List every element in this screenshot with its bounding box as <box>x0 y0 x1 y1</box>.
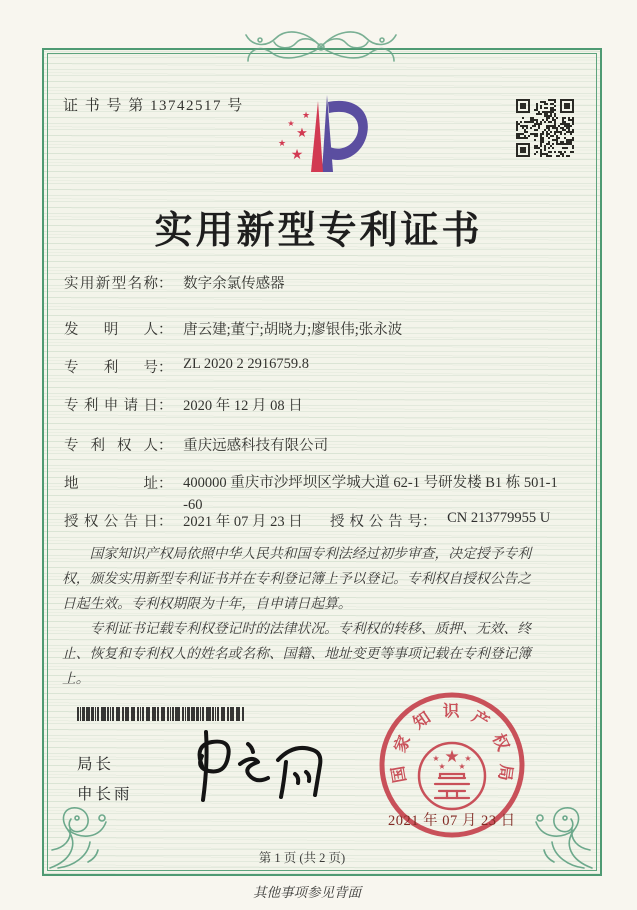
cnipa-logo <box>272 92 374 180</box>
seal-date: 2021 年 07 月 23 日 <box>388 813 516 829</box>
svg-text:★: ★ <box>296 126 308 141</box>
svg-text:★: ★ <box>301 111 311 121</box>
seal-char: 权 <box>488 730 513 754</box>
director-name: 申长雨 <box>77 786 133 803</box>
page-number: 第 1 页 (共 2 页) <box>258 851 346 865</box>
barcode <box>77 707 245 721</box>
seal-char: 知 <box>409 707 434 733</box>
field-value: ZL 2020 2 2916759.8 <box>183 356 310 372</box>
director-title: 局长 <box>77 756 115 773</box>
field-row-grant-number <box>330 510 550 531</box>
field-value: CN 213779955 U <box>447 510 551 526</box>
colon: ： <box>158 360 173 376</box>
legal-text <box>62 541 544 691</box>
field-label: 授权公告日 <box>64 514 158 530</box>
colon: ： <box>158 276 173 292</box>
svg-text:★: ★ <box>464 754 472 763</box>
field-value: 2020 年 12 月 08 日 <box>183 398 303 414</box>
seal-char: 国 <box>388 764 410 785</box>
seal-char: 识 <box>442 701 460 721</box>
svg-text:★: ★ <box>290 147 304 163</box>
colon: ： <box>158 398 173 414</box>
legal-paragraph-1: 国家知识产权局依照中华人民共和国专利法经过初步审查，决定授予专利权，颁发实用新型专利证书并在专利登记簿上予以登记。专利权自授权公告之日起生效。专利权期限为十年，自申请日起算。 <box>62 546 532 611</box>
svg-text:★: ★ <box>438 762 446 771</box>
colon: ： <box>158 438 173 454</box>
address-line-1: 400000 重庆市沙坪坝区学城大道 62-1 号研发楼 B1 栋 501-1 <box>183 475 558 491</box>
seal-char: 局 <box>494 763 517 782</box>
field-row-grant-date <box>64 510 303 531</box>
field-label: 发明人 <box>64 322 158 338</box>
seal-char: 家 <box>390 732 415 756</box>
svg-text:★: ★ <box>287 119 295 128</box>
colon: ： <box>158 322 173 338</box>
director-signature <box>168 722 346 814</box>
colon: ： <box>158 514 173 530</box>
field-row-utility-name <box>64 272 285 293</box>
dragon-flourish-ornament <box>226 22 416 70</box>
floral-corner-ornament <box>44 772 118 872</box>
field-value: 重庆远感科技有限公司 <box>183 438 329 454</box>
field-row-inventors <box>64 318 402 339</box>
address-line-2: -60 <box>183 497 203 513</box>
field-label: 专利申请日 <box>64 398 158 414</box>
svg-text:★: ★ <box>277 139 287 149</box>
field-label: 地址 <box>64 476 158 492</box>
field-label: 专利号 <box>64 360 158 376</box>
field-value: 2021 年 07 月 23 日 <box>183 514 303 530</box>
field-row-patent-number <box>64 356 309 377</box>
field-value: 唐云建;董宁;胡晓力;廖银伟;张永波 <box>183 322 403 338</box>
svg-text:★: ★ <box>458 762 466 771</box>
svg-text:★: ★ <box>432 754 440 763</box>
back-note: 其他事项参见背面 <box>253 885 361 900</box>
field-label: 专利权人 <box>64 438 158 454</box>
field-label: 授权公告号 <box>330 514 422 530</box>
qr-code <box>516 99 574 157</box>
field-row-filing-date <box>64 394 303 415</box>
field-label: 实用新型名称 <box>64 276 158 292</box>
document-title: 实用新型专利证书 <box>154 210 483 252</box>
certificate-number: 证 书 号 第 13742517 号 <box>63 98 244 114</box>
legal-paragraph-2: 专利证书记载专利权登记时的法律状况。专利权的转移、质押、无效、终止、恢复和专利权人的姓名或名称、国籍、地址变更等事项记载在专利登记簿上。 <box>62 621 532 686</box>
floral-corner-ornament <box>524 772 598 872</box>
seal-char: 产 <box>468 706 493 732</box>
field-value: 数字余氯传感器 <box>183 276 285 292</box>
colon: ： <box>158 476 173 492</box>
colon: ： <box>422 514 437 530</box>
field-row-patentee <box>64 434 328 455</box>
svg-text:★: ★ <box>444 747 460 767</box>
